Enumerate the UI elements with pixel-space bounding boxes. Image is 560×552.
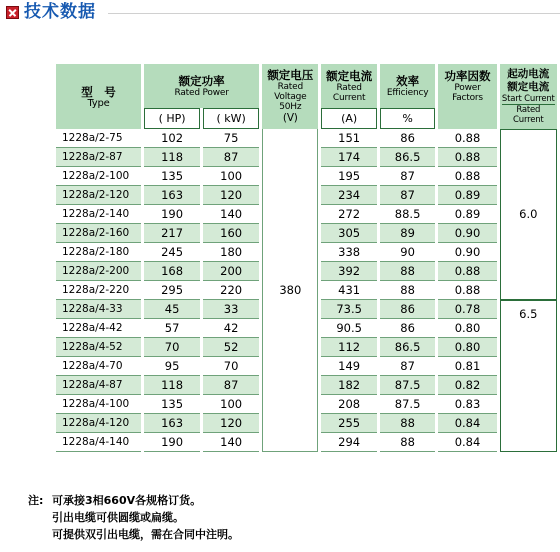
- cell-efficiency: 87: [380, 186, 436, 205]
- table-row: [56, 129, 557, 148]
- header-eff-en: Efficiency: [386, 88, 429, 98]
- cell-efficiency: 88: [380, 414, 436, 433]
- cell-current: 294: [321, 433, 376, 452]
- header-voltage-cn: 额定电压: [267, 68, 314, 82]
- tech-data-table: [53, 64, 560, 452]
- header-eff-cn: 效率: [396, 74, 420, 88]
- cell-hp: 163: [144, 186, 200, 205]
- cell-efficiency: 88: [380, 281, 436, 300]
- cell-model: 1228a/2-180: [56, 243, 141, 262]
- cell-power-factor: 0.88: [438, 167, 496, 186]
- cell-efficiency: 86: [380, 129, 436, 148]
- cell-efficiency: 87: [380, 167, 436, 186]
- cell-kw: 160: [203, 224, 259, 243]
- cell-kw: 42: [203, 319, 259, 338]
- note-line: 可承接3相660V各规格订货。: [52, 494, 202, 507]
- cell-current: 234: [321, 186, 376, 205]
- cell-model: 1228a/2-160: [56, 224, 141, 243]
- header-power-factor: [438, 64, 496, 108]
- cell-kw: 100: [203, 395, 259, 414]
- cell-hp: 95: [144, 357, 200, 376]
- cell-model: 1228a/2-140: [56, 205, 141, 224]
- header-power-cn: 额定功率: [178, 74, 225, 88]
- cell-current: 272: [321, 205, 376, 224]
- cell-power-factor: 0.82: [438, 376, 496, 395]
- cell-hp: 245: [144, 243, 200, 262]
- cell-current: 174: [321, 148, 376, 167]
- header-kw-unit: ( kW): [203, 108, 259, 129]
- header-voltage-en: Rated Voltage: [274, 82, 307, 102]
- cell-efficiency: 88: [380, 433, 436, 452]
- cell-efficiency: 86.5: [380, 338, 436, 357]
- header-current-unit: (A): [321, 108, 376, 129]
- cell-kw: 75: [203, 129, 259, 148]
- cell-model: 1228a/2-120: [56, 186, 141, 205]
- header-start-en2: Rated Current: [502, 104, 555, 125]
- cell-hp: 70: [144, 338, 200, 357]
- notes-label: 注:: [28, 494, 44, 507]
- note-line: 可提供双引出电缆，需在合同中注明。: [52, 528, 239, 541]
- cell-power-factor: 0.88: [438, 129, 496, 148]
- cell-model: 1228a/4-33: [56, 300, 141, 319]
- title-divider: [108, 13, 560, 14]
- cell-hp: 45: [144, 300, 200, 319]
- cell-model: 1228a/4-100: [56, 395, 141, 414]
- header-type: [56, 64, 141, 129]
- cell-hp: 190: [144, 205, 200, 224]
- cell-power-factor: 0.90: [438, 243, 496, 262]
- cell-current: 392: [321, 262, 376, 281]
- cell-hp: 118: [144, 148, 200, 167]
- header-power-en: Rated Power: [174, 88, 229, 98]
- cell-start-ratio-a4: 6.5: [500, 300, 557, 452]
- note-line: 引出电缆可供圆缆或扁缆。: [52, 511, 184, 524]
- cell-power-factor: 0.89: [438, 205, 496, 224]
- cell-current: 149: [321, 357, 376, 376]
- cell-hp: 163: [144, 414, 200, 433]
- cell-kw: 140: [203, 433, 259, 452]
- close-icon: [6, 6, 19, 19]
- header-start-en1: Start Current: [501, 94, 555, 104]
- cell-kw: 87: [203, 148, 259, 167]
- cell-current: 90.5: [321, 319, 376, 338]
- cell-current: 208: [321, 395, 376, 414]
- cell-current: 255: [321, 414, 376, 433]
- cell-power-factor: 0.84: [438, 433, 496, 452]
- cell-kw: 120: [203, 414, 259, 433]
- header-start-cn1: 起动电流: [507, 68, 550, 80]
- cell-voltage: 380: [262, 129, 318, 452]
- cell-hp: 102: [144, 129, 200, 148]
- cell-model: 1228a/4-140: [56, 433, 141, 452]
- cell-efficiency: 87.5: [380, 376, 436, 395]
- cell-model: 1228a/2-200: [56, 262, 141, 281]
- header-voltage-freq: 50Hz: [279, 102, 302, 112]
- cell-current: 338: [321, 243, 376, 262]
- cell-hp: 118: [144, 376, 200, 395]
- cell-hp: 217: [144, 224, 200, 243]
- header-pf-unit-spacer: [438, 108, 496, 129]
- cell-power-factor: 0.88: [438, 262, 496, 281]
- cell-power-factor: 0.83: [438, 395, 496, 414]
- cell-start-ratio-a2: 6.0: [500, 129, 557, 300]
- cell-hp: 135: [144, 395, 200, 414]
- header-hp-unit: ( HP): [144, 108, 200, 129]
- cell-model: 1228a/2-100: [56, 167, 141, 186]
- header-current-cn: 额定电流: [326, 69, 373, 83]
- cell-current: 112: [321, 338, 376, 357]
- section-title: 技术数据: [24, 2, 96, 22]
- cell-power-factor: 0.90: [438, 224, 496, 243]
- cell-kw: 140: [203, 205, 259, 224]
- header-voltage-unit: (V): [282, 112, 298, 124]
- header-pf-cn: 功率因数: [444, 69, 491, 83]
- cell-current: 182: [321, 376, 376, 395]
- cell-efficiency: 90: [380, 243, 436, 262]
- header-start-current: [500, 64, 557, 129]
- cell-efficiency: 86.5: [380, 148, 436, 167]
- cell-efficiency: 88.5: [380, 205, 436, 224]
- cell-power-factor: 0.80: [438, 319, 496, 338]
- cell-current: 305: [321, 224, 376, 243]
- cell-model: 1228a/2-220: [56, 281, 141, 300]
- cell-model: 1228a/4-120: [56, 414, 141, 433]
- header-type-en: Type: [87, 97, 110, 109]
- cell-efficiency: 87.5: [380, 395, 436, 414]
- cell-power-factor: 0.80: [438, 338, 496, 357]
- header-current-en: Rated Current: [332, 83, 366, 103]
- header-start-cn2: 额定电流: [507, 81, 550, 93]
- cell-kw: 87: [203, 376, 259, 395]
- cell-kw: 200: [203, 262, 259, 281]
- cell-efficiency: 86: [380, 319, 436, 338]
- cell-current: 195: [321, 167, 376, 186]
- cell-current: 151: [321, 129, 376, 148]
- cell-current: 73.5: [321, 300, 376, 319]
- cell-model: 1228a/4-87: [56, 376, 141, 395]
- cell-kw: 33: [203, 300, 259, 319]
- cell-model: 1228a/2-75: [56, 129, 141, 148]
- cell-kw: 70: [203, 357, 259, 376]
- cell-hp: 295: [144, 281, 200, 300]
- cell-kw: 52: [203, 338, 259, 357]
- cell-efficiency: 86: [380, 300, 436, 319]
- cell-power-factor: 0.81: [438, 357, 496, 376]
- cell-model: 1228a/4-52: [56, 338, 141, 357]
- cell-kw: 180: [203, 243, 259, 262]
- cell-kw: 120: [203, 186, 259, 205]
- cell-kw: 220: [203, 281, 259, 300]
- cell-hp: 190: [144, 433, 200, 452]
- cell-power-factor: 0.88: [438, 148, 496, 167]
- cell-power-factor: 0.84: [438, 414, 496, 433]
- cell-current: 431: [321, 281, 376, 300]
- cell-hp: 135: [144, 167, 200, 186]
- cell-kw: 100: [203, 167, 259, 186]
- cell-model: 1228a/2-87: [56, 148, 141, 167]
- header-pf-en: Power Factors: [452, 83, 483, 103]
- cell-efficiency: 88: [380, 262, 436, 281]
- header-efficiency: [380, 64, 436, 108]
- cell-efficiency: 89: [380, 224, 436, 243]
- cell-power-factor: 0.89: [438, 186, 496, 205]
- cell-power-factor: 0.78: [438, 300, 496, 319]
- header-voltage: [262, 64, 318, 129]
- cell-model: 1228a/4-70: [56, 357, 141, 376]
- header-power: [144, 64, 259, 108]
- cell-hp: 168: [144, 262, 200, 281]
- header-current: [321, 64, 376, 108]
- header-type-cn: 型 号: [81, 84, 116, 99]
- cell-efficiency: 87: [380, 357, 436, 376]
- header-eff-unit: %: [380, 108, 436, 129]
- cell-power-factor: 0.88: [438, 281, 496, 300]
- cell-model: 1228a/4-42: [56, 319, 141, 338]
- cell-hp: 57: [144, 319, 200, 338]
